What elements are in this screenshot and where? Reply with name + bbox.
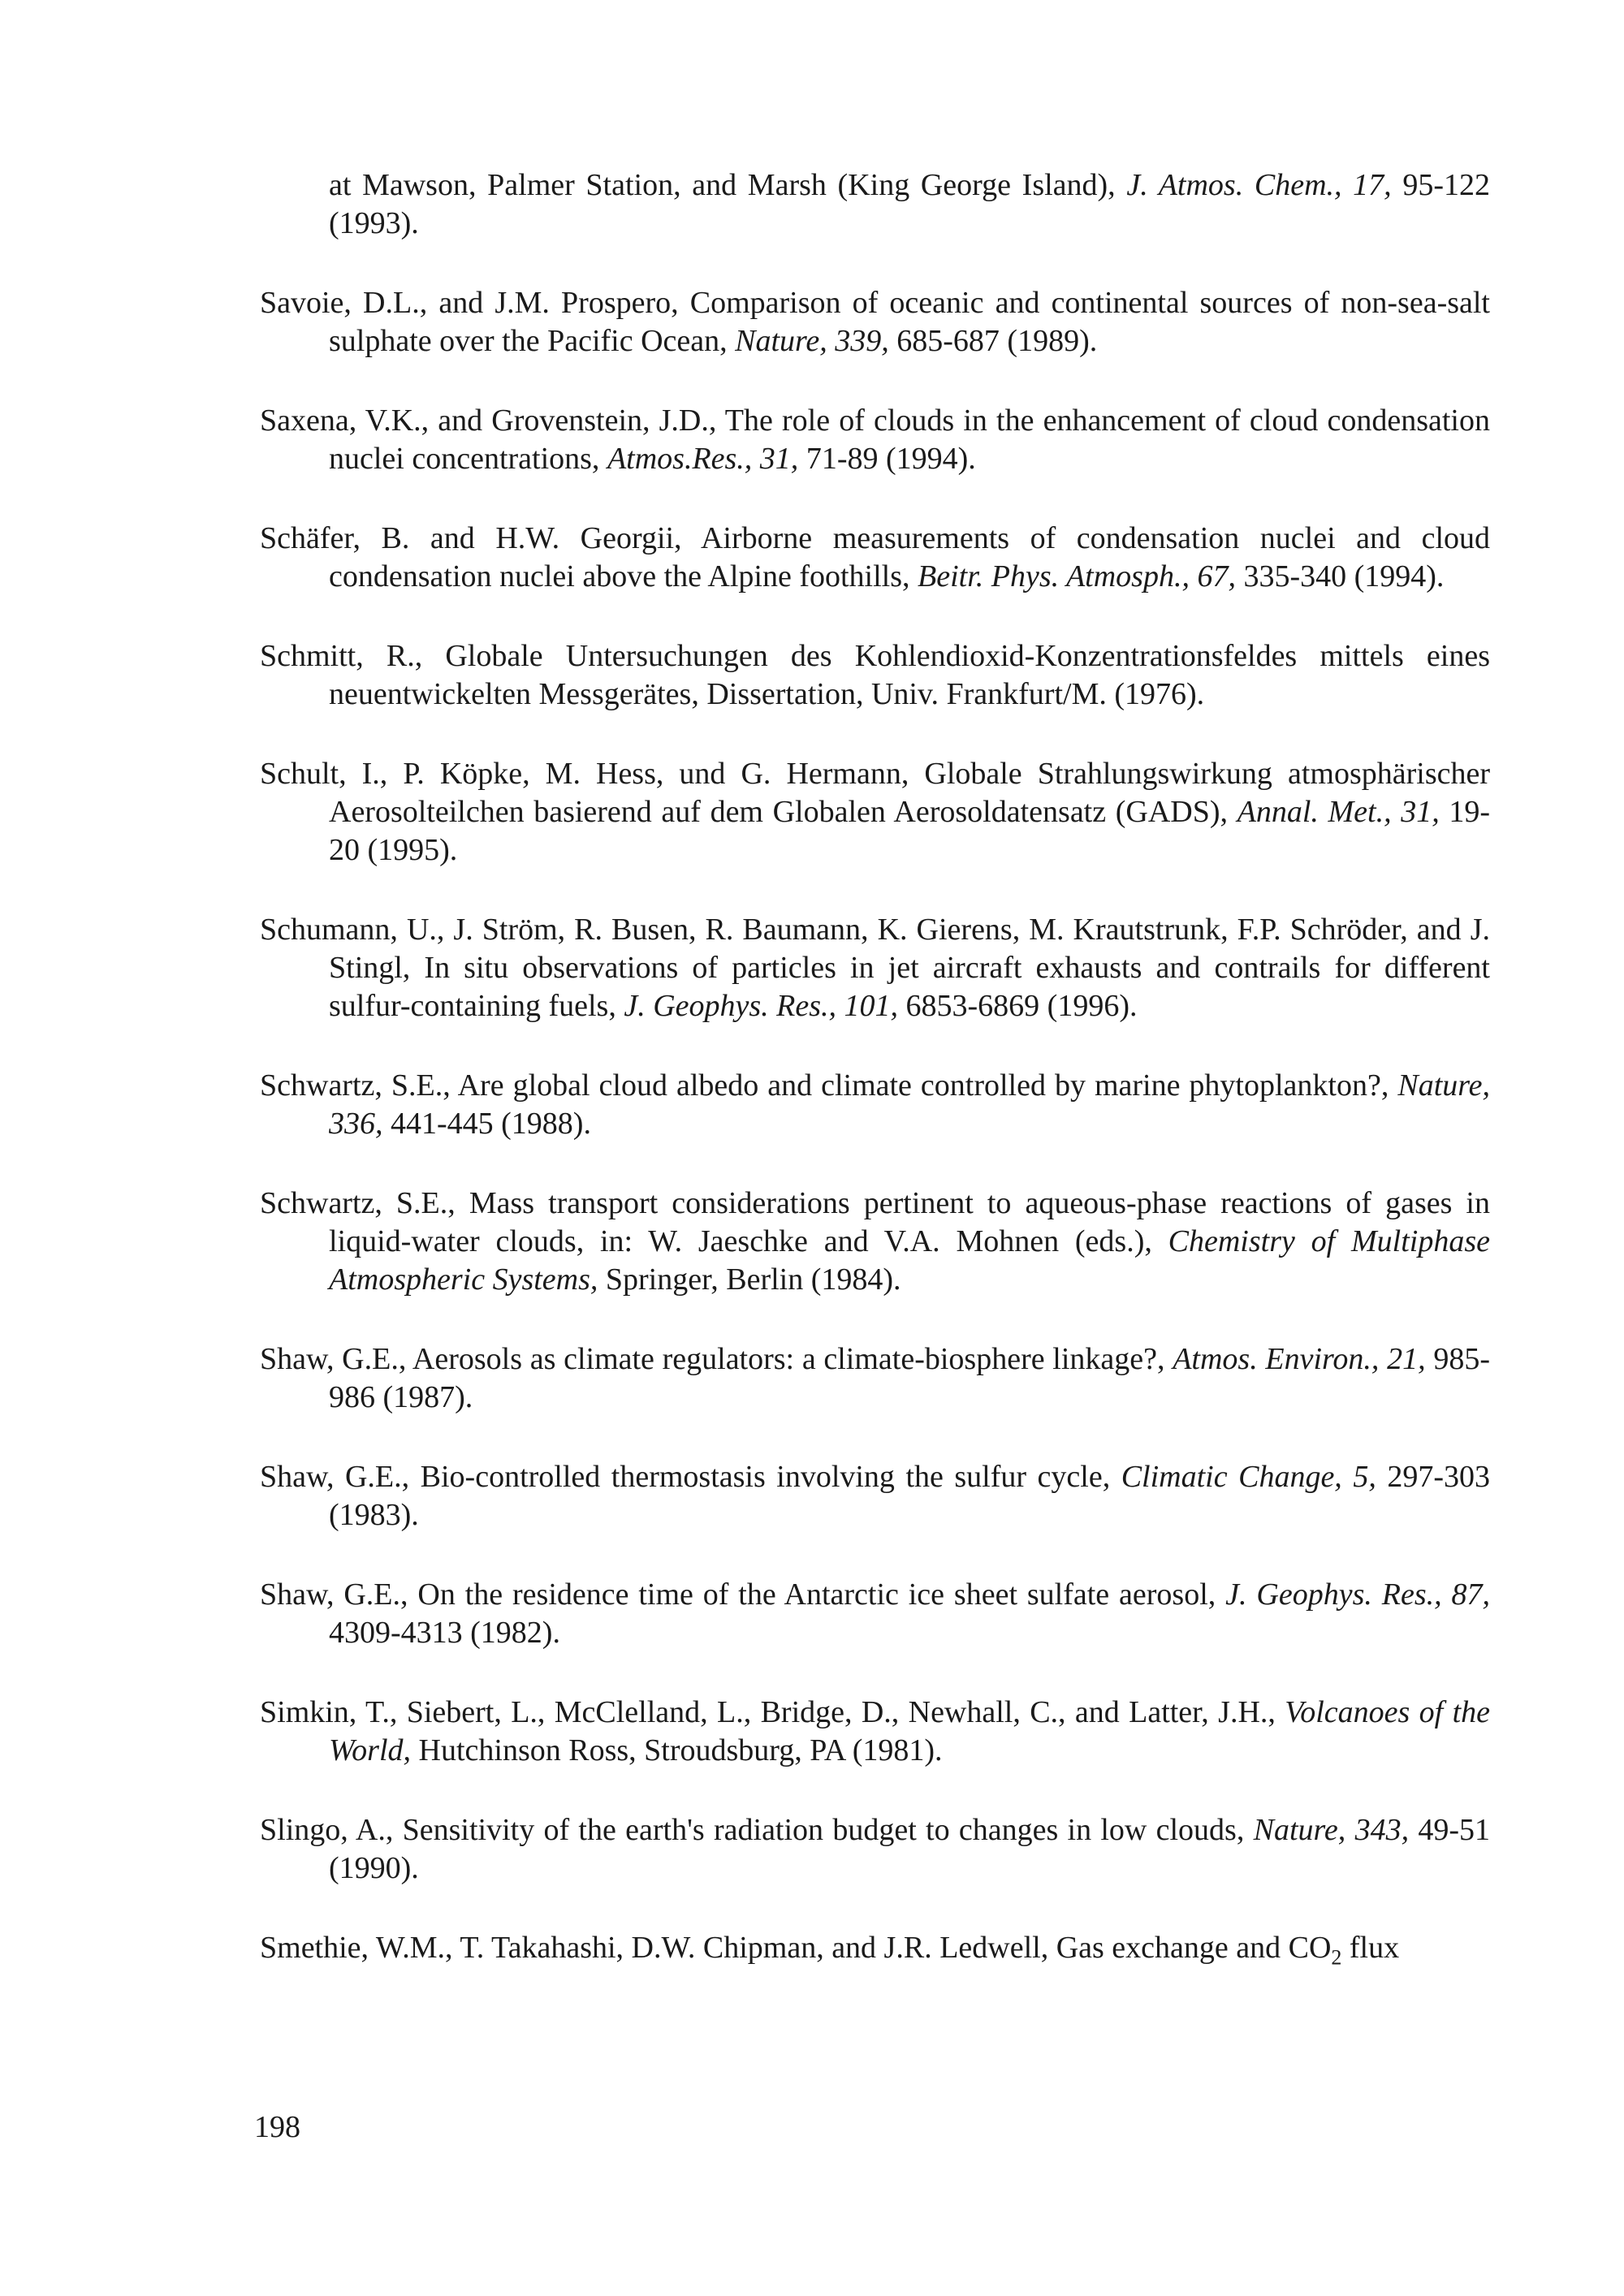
reference-text: 6853-6869 (1996). <box>898 989 1138 1023</box>
reference-entry-savoie <box>260 284 1490 360</box>
reference-source: Atmos. Environ., 21, <box>1173 1342 1426 1376</box>
reference-text: Springer, Berlin (1984). <box>598 1262 901 1297</box>
reference-entry-saxena <box>260 402 1490 478</box>
reference-source: Annal. Met., 31, <box>1237 795 1440 829</box>
reference-entry-smethie <box>260 1929 1490 1970</box>
reference-text: 49-51 (1990). <box>329 1813 1491 1885</box>
reference-source: Beitr. Phys. Atmosph., 67, <box>918 559 1236 593</box>
reference-text: 95-122 (1993). <box>329 168 1491 240</box>
reference-text: Schmitt, R., Globale Untersuchungen des Kohlendioxid-Konzentrationsfeldes mittels eines neuentwickelten Messgerätes, Dissertation, Univ. Frankfurt/M. (1976). <box>260 639 1490 711</box>
reference-text: flux <box>1341 1931 1400 1965</box>
reference-entry-schafer <box>260 520 1490 596</box>
reference-list <box>260 166 1490 2009</box>
reference-text: Schwartz, S.E., Are global cloud albedo and climate controlled by marine phytoplankton?, <box>260 1068 1398 1103</box>
reference-source: Volcanoes of the World, <box>329 1695 1490 1767</box>
reference-entry-schult <box>260 755 1490 870</box>
reference-text: Slingo, A., Sensitivity of the earth's radiation budget to changes in low clouds, <box>260 1813 1254 1847</box>
reference-text: Schwartz, S.E., Mass transport considerations pertinent to aqueous-phase reactions of gases in liquid-water clouds, in: W. Jaeschke and V.A. Mohnen (eds.), <box>260 1186 1490 1258</box>
reference-source: Nature, 343, <box>1253 1813 1410 1847</box>
reference-text: Schult, I., P. Köpke, M. Hess, und G. Hermann, Globale Strahlungswirkung atmosphärischer Aerosolteilchen basierend auf dem Globalen Aerosoldatensatz (GADS), <box>260 757 1490 829</box>
reference-source: J. Geophys. Res., 87, <box>1225 1577 1490 1612</box>
reference-entry-continuation <box>260 166 1490 243</box>
reference-text: Simkin, T., Siebert, L., McClelland, L., Bridge, D., Newhall, C., and Latter, J.H., <box>260 1695 1285 1729</box>
reference-text: 297-303 (1983). <box>329 1460 1490 1532</box>
reference-entry-schmitt <box>260 637 1490 714</box>
reference-entry-shaw-1987 <box>260 1340 1490 1417</box>
reference-text: 335-340 (1994). <box>1235 559 1445 593</box>
reference-entry-shaw-1982 <box>260 1576 1490 1652</box>
reference-text: 985-986 (1987). <box>329 1342 1490 1414</box>
reference-source: Climatic Change, 5, <box>1121 1460 1376 1494</box>
reference-text: Hutchinson Ross, Stroudsburg, PA (1981). <box>411 1733 943 1767</box>
reference-text: 19-20 (1995). <box>329 795 1490 867</box>
reference-source: Nature, 336, <box>329 1068 1490 1141</box>
reference-entry-schwartz-1984 <box>260 1185 1490 1299</box>
reference-source: Atmos.Res., 31, <box>607 442 799 476</box>
reference-text: Shaw, G.E., On the residence time of the Antarctic ice sheet sulfate aerosol, <box>260 1577 1226 1612</box>
reference-text: 685-687 (1989). <box>888 324 1098 358</box>
reference-entry-schwartz-1988 <box>260 1067 1490 1143</box>
reference-text: Saxena, V.K., and Grovenstein, J.D., The role of clouds in the enhancement of cloud condensation nuclei concentrations, <box>260 404 1490 476</box>
reference-text: Schäfer, B. and H.W. Georgii, Airborne measurements of condensation nuclei and cloud condensation nuclei above the Alpine foothills, <box>260 521 1490 593</box>
reference-text: 441-445 (1988). <box>382 1107 591 1141</box>
reference-text: 4309-4313 (1982). <box>329 1616 560 1650</box>
subscript: 2 <box>1331 1945 1342 1970</box>
reference-source: J. Geophys. Res., 101, <box>624 989 899 1023</box>
page-number: 198 <box>254 2110 300 2144</box>
reference-entry-schumann <box>260 911 1490 1025</box>
reference-text: Schumann, U., J. Ström, R. Busen, R. Baumann, K. Gierens, M. Krautstrunk, F.P. Schröder, and J. Stingl, In situ observations of particles in jet aircraft exhausts and contrails for different sulfur-containing fuels, <box>260 913 1490 1023</box>
reference-source: Chemistry of Multiphase Atmospheric Systems, <box>329 1224 1490 1297</box>
reference-entry-shaw-1983 <box>260 1458 1490 1534</box>
reference-text: Smethie, W.M., T. Takahashi, D.W. Chipman, and J.R. Ledwell, Gas exchange and CO <box>260 1931 1332 1965</box>
reference-text: Shaw, G.E., Aerosols as climate regulators: a climate-biosphere linkage?, <box>260 1342 1173 1376</box>
reference-entry-slingo <box>260 1811 1490 1888</box>
reference-entry-simkin <box>260 1694 1490 1770</box>
reference-source: J. Atmos. Chem., 17, <box>1126 168 1392 202</box>
reference-text: Savoie, D.L., and J.M. Prospero, Comparison of oceanic and continental sources of non-sea-salt sulphate over the Pacific Ocean, <box>260 286 1490 358</box>
reference-source: Nature, 339, <box>735 324 889 358</box>
reference-text: Shaw, G.E., Bio-controlled thermostasis involving the sulfur cycle, <box>260 1460 1121 1494</box>
reference-text: 71-89 (1994). <box>798 442 976 476</box>
reference-text: at Mawson, Palmer Station, and Marsh (King George Island), <box>329 168 1127 202</box>
